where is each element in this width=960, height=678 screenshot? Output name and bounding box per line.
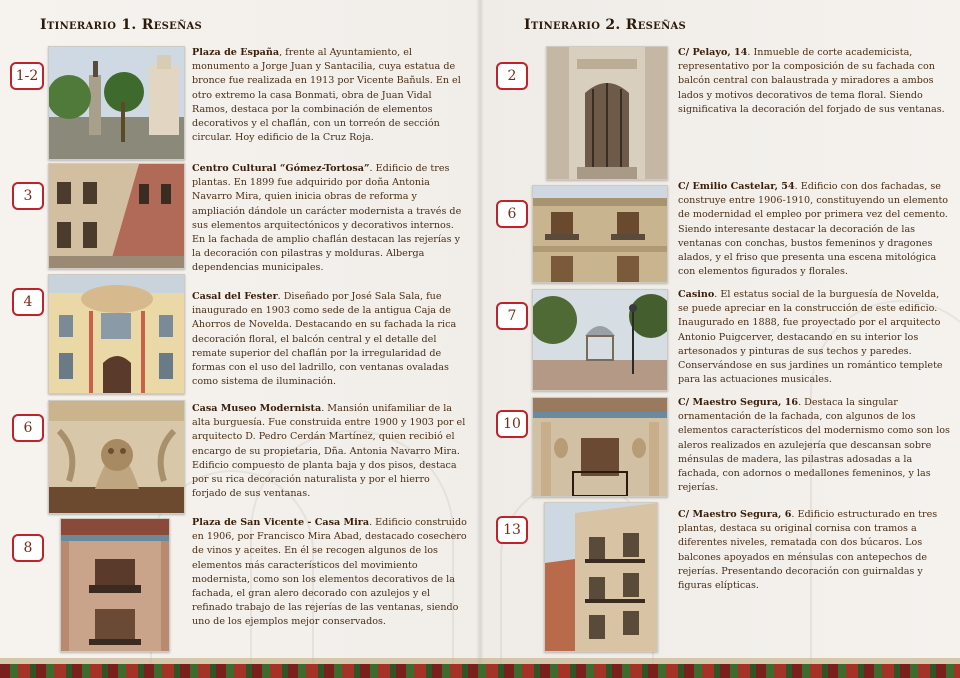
entry-title: Casa Museo Modernista <box>192 403 322 414</box>
entry-casa-mira <box>192 516 467 630</box>
photo-maestro-segura-6 <box>544 502 658 652</box>
emilio-castelar-image <box>533 186 667 282</box>
badge-8: 8 <box>12 534 44 562</box>
photo-pelayo-14 <box>546 46 668 180</box>
badge-10: 10 <box>496 410 528 438</box>
photo-maestro-segura-16 <box>532 397 668 497</box>
entry-text: . Mansión unifamiliar de la alta burguesía. Fue construida entre 1900 y 1903 por el arquitecto D. Pedro Cerdán Martínez, quien recibió el encargo de su propietaria, Dña. Antonia Navarro Mira. Edificio compuesto de planta baja y dos pisos, destaca por su rica decoración naturalista y por el hierro forjado de sus ventanas. <box>192 403 466 500</box>
entry-text: . Edificio de tres plantas. En 1899 fue adquirido por doña Antonia Navarro Mira, quien inicia obras de reforma y ampliación dándole un carácter modernista a través de sus elementos arquitectónicos y decorativos internos. En la fachada de amplio chaflán destacan las rejerías y la decoración con pilastras y molduras. Alberga dependencias municipales. <box>192 163 462 274</box>
plaza-espana-image <box>49 47 184 159</box>
centro-cultural-image <box>49 164 184 268</box>
photo-casa-museo <box>48 400 185 514</box>
entry-title: Plaza de San Vicente - Casa Mira <box>192 517 370 528</box>
badge-6: 6 <box>12 414 44 442</box>
casino-image <box>533 290 667 390</box>
casa-museo-image <box>49 401 184 513</box>
photo-casa-mira <box>60 518 170 652</box>
badge-1-2: 1-2 <box>10 62 44 90</box>
badge-7: 7 <box>496 302 528 330</box>
entry-text: . Edificio estructurado en tres plantas, destaca su original cornisa con tramos a diferentes niveles, rematada con dos búcaros. Los balcones apoyados en ménsulas con antepechos de rejerías. Presentando decoración con guirnaldas y figuras elípticas. <box>678 509 938 592</box>
entry-text: , frente al Ayuntamiento, el monumento a Jorge Juan y Santacilia, cuya estatua de bronce fue realizada en 1913 por Vicente Bañuls. En el otro extremo la casa Bonmati, obra de Juan Vidal Ramos, destaca por la combinación de elementos decorativos y el chaflán, con un torreón de sección circular. Hoy edificio de la Cruz Roja. <box>192 47 461 144</box>
right-page <box>480 0 960 678</box>
maestro-segura-6-image <box>545 503 657 651</box>
badge-2: 2 <box>496 62 528 90</box>
entry-casal-fester <box>192 290 467 389</box>
entry-title: C/ Pelayo, 14 <box>678 47 748 58</box>
page-fold <box>476 0 484 678</box>
entry-text: . Edificio construido en 1906, por Francisco Mira Abad, destacado cosechero de vinos y aceites. En él se recogen algunos de los elementos más característicos del movimiento modernista, como son los elementos decorativos de la fachada, el gran alero decorado con azulejos y el refinado trabajo de las rejerías de las ventanas, siendo uno de los ejemplos mejor conservados. <box>192 517 467 628</box>
badge-13: 13 <box>496 516 528 544</box>
entry-text: . Diseñado por José Sala Sala, fue inaugurado en 1903 como sede de la antigua Caja de Ahorros de Novelda. Destacando en su fachada la rica decoración floral, el balcón central y el detalle del remate superior del chaflán por la irregularidad de formas con el uso del ladrillo, con ventanas ovaladas como sistema de iluminación. <box>192 291 457 388</box>
entry-emilio-castelar <box>678 180 950 279</box>
entry-plaza-espana <box>192 46 462 145</box>
entry-text: . El estatus social de la burguesía de Novelda, se puede apreciar en la construcción de este edificio. Inaugurado en 1888, fue proyectado por el arquitecto Antonio Puigcerver, destacando en su interior los artesonados y pinturas de sus techos y paredes. Conservándose en sus jardines un romántico templete para las actuaciones musicales. <box>678 289 943 386</box>
entry-casino <box>678 288 950 387</box>
photo-plaza-espana <box>48 46 185 160</box>
badge-6-itinerary-2: 6 <box>496 200 528 228</box>
entry-text: . Destaca la singular ornamentación de la fachada, con algunos de los elementos característicos del modernismo como son los aleros realizados en azulejería que descansan sobre ménsulas de madera, las pilastras adosadas a la fachada, con adornos o medallones femeninos, y las rejerías. <box>678 397 950 494</box>
itinerary-1-heading: Itinerario 1. Reseñas <box>40 17 203 33</box>
entry-maestro-segura-16 <box>678 396 950 495</box>
entry-title: C/ Maestro Segura, 16 <box>678 397 799 408</box>
entry-title: C/ Maestro Segura, 6 <box>678 509 792 520</box>
maestro-segura-16-image <box>533 398 667 496</box>
entry-text: . Edificio con dos fachadas, se construye entre 1906-1910, constituyendo un elemento de modernidad el empleo por primera vez del cemento. Siendo interesante destacar la decoración de las ventanas con conchas, bustos femeninos y dragones alados, y el friso que presenta una escena mitológica con elementos figurados y florales. <box>678 181 949 278</box>
entry-text: . Inmueble de corte academicista, representativo por la composición de su fachada con balcón central con balaustrada y miradores a ambos lados y motivos decorativos de tema floral. Siendo significativa la decoración del forjado de sus ventanas. <box>678 47 945 115</box>
entry-pelayo-14 <box>678 46 948 117</box>
photo-centro-cultural <box>48 163 185 269</box>
badge-3: 3 <box>12 182 44 210</box>
entry-title: Casal del Fester <box>192 291 278 302</box>
photo-emilio-castelar <box>532 185 668 283</box>
bottom-decorative-border <box>0 664 960 678</box>
entry-maestro-segura-6 <box>678 508 950 593</box>
entry-title: Centro Cultural “Gómez-Tortosa” <box>192 163 370 174</box>
casa-mira-image <box>61 519 169 651</box>
casal-fester-image <box>49 275 184 393</box>
photo-casino <box>532 289 668 391</box>
entry-title: C/ Emilio Castelar, 54 <box>678 181 795 192</box>
entry-title: Plaza de España <box>192 47 280 58</box>
entry-title: Casino <box>678 289 715 300</box>
pelayo-14-image <box>547 47 667 179</box>
entry-centro-cultural <box>192 162 467 276</box>
photo-casal-fester <box>48 274 185 394</box>
itinerary-2-heading: Itinerario 2. Reseñas <box>524 17 687 33</box>
entry-casa-museo <box>192 402 467 501</box>
badge-4: 4 <box>12 288 44 316</box>
